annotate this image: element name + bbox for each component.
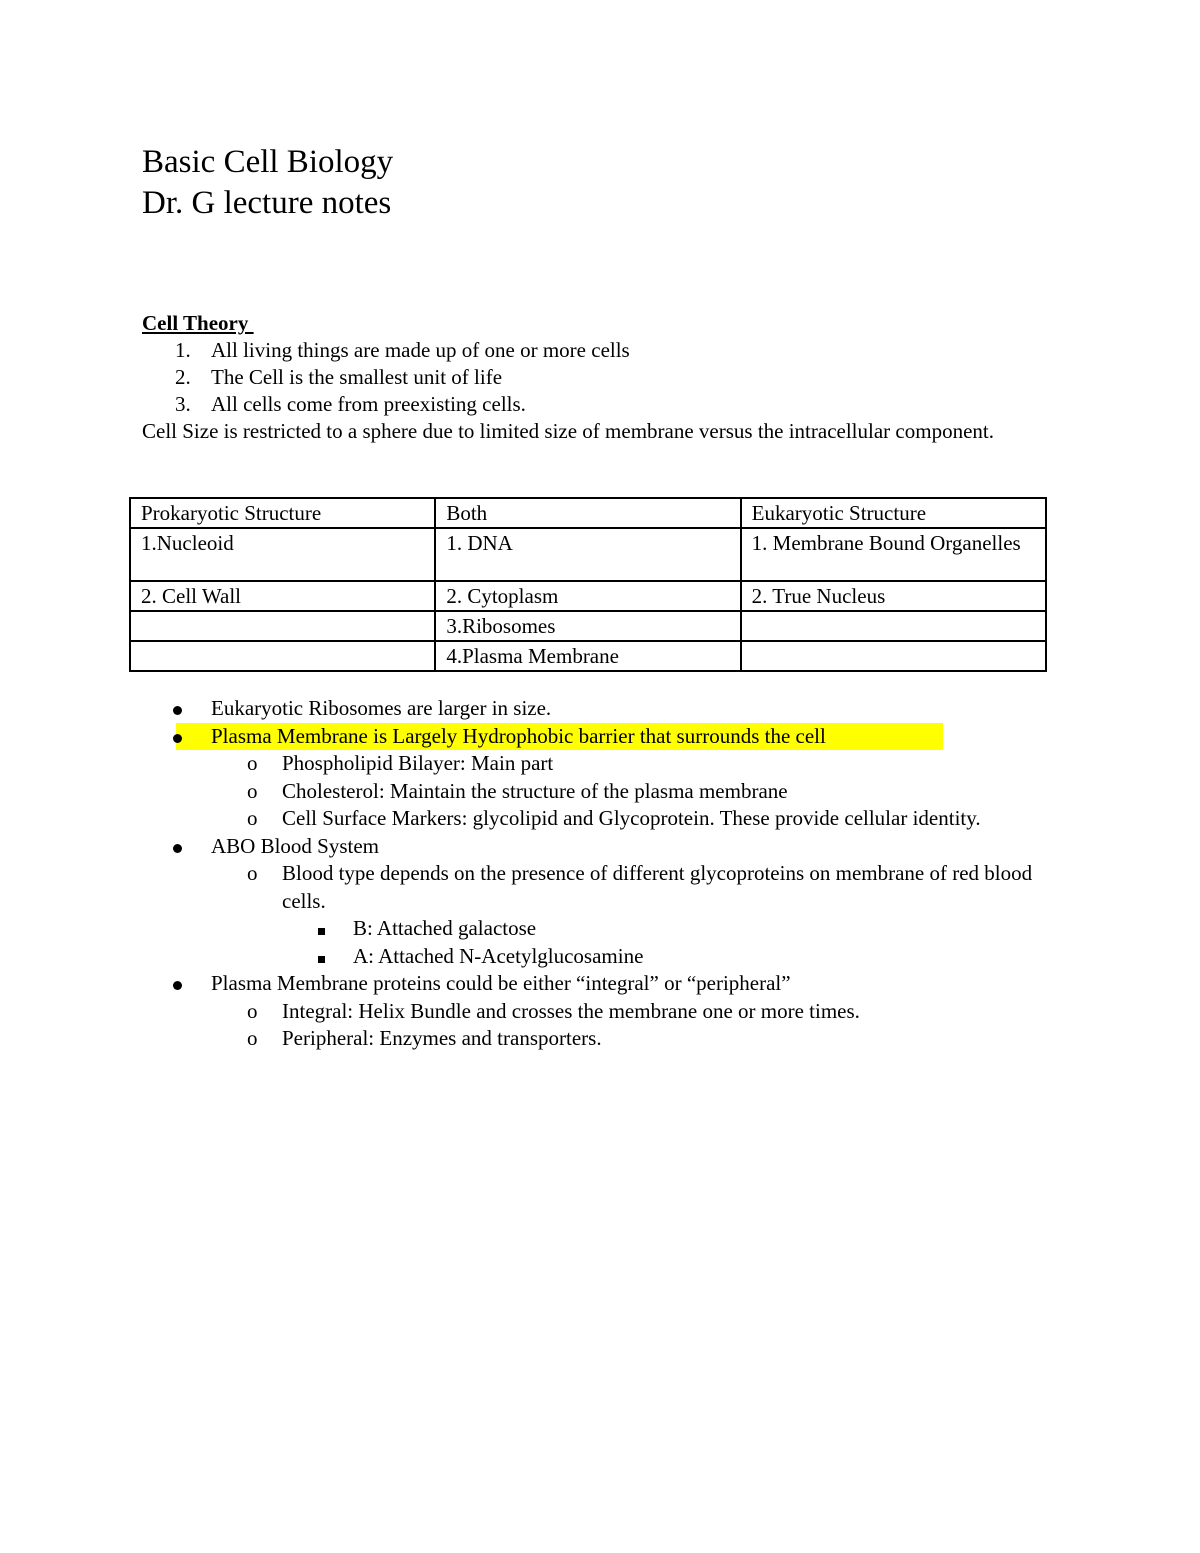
bullet-circle-icon: o [247,751,258,775]
bullet-text: Cholesterol: Maintain the structure of the plasma membrane [282,778,788,803]
table-cell [741,641,1046,671]
table-cell: 1. DNA [435,528,740,581]
bullet-text: ABO Blood System [211,833,380,858]
document-subtitle: Dr. G lecture notes [142,185,392,221]
list-item [142,778,1042,806]
bullet-square-icon [318,943,325,971]
table-row [130,611,1046,641]
list-text: All cells come from preexisting cells. [211,392,526,416]
list-text: The Cell is the smallest unit of life [211,365,503,389]
table-cell [130,641,435,671]
bullet-text: Phospholipid Bilayer: Main part [282,751,554,775]
table-header-cell: Both [435,498,740,528]
list-item [142,1025,1042,1053]
list-item [142,943,1042,971]
title-block [142,142,393,224]
cell-theory-heading: Cell Theory [142,311,254,335]
list-item [142,805,1042,833]
table-cell: 2. True Nucleus [741,581,1046,611]
bullet-circle-icon: o [247,998,258,1023]
bullet-dot-icon [173,723,182,751]
bullet-text: Cell Surface Markers: glycolipid and Glycoprotein. These provide cellular identity. [282,806,981,830]
bullet-circle-icon: o [247,778,258,803]
bullet-text: A: Attached N-Acetylglucosamine [353,943,644,968]
bullet-text: Plasma Membrane is Largely Hydrophobic barrier that surrounds the cell [211,723,826,748]
table-cell [130,611,435,641]
bullet-text: Eukaryotic Ribosomes are larger in size. [211,696,552,720]
bullet-text: Peripheral: Enzymes and transporters. [282,1026,602,1050]
bullet-text: Plasma Membrane proteins could be either “integral” or “peripheral” [211,971,791,995]
notes-bullet-list [142,695,1042,1053]
bullet-dot-icon [173,833,182,861]
list-item [142,695,1042,723]
list-item [142,998,1042,1026]
document-title: Basic Cell Biology [142,144,394,180]
list-number: 1. [175,338,191,362]
table-cell: 4.Plasma Membrane [435,641,740,671]
list-item [142,970,1042,998]
list-item [142,915,1042,943]
bullet-text: B: Attached galactose [353,916,537,940]
table-cell: 1. Membrane Bound Organelles [741,528,1046,581]
bullet-dot-icon [173,970,182,998]
bullet-circle-icon: o [247,861,258,885]
list-number: 2. [175,365,191,389]
table-row [130,581,1046,611]
table-cell: 1.Nucleoid [130,528,435,581]
list-number: 3. [175,392,191,416]
structure-comparison-table [129,497,1047,672]
list-item [142,833,1042,861]
bullet-circle-icon: o [247,806,258,830]
list-text: All living things are made up of one or more cells [211,338,630,362]
cell-theory-list [142,337,630,418]
table-cell: 2. Cytoplasm [435,581,740,611]
table-header-cell: Eukaryotic Structure [741,498,1046,528]
bullet-square-icon [318,915,325,943]
highlight-mark [176,723,943,751]
bullet-text: Integral: Helix Bundle and crosses the membrane one or more times. [282,998,860,1023]
table-header-cell: Prokaryotic Structure [130,498,435,528]
list-item [142,364,630,391]
bullet-circle-icon: o [247,1026,258,1050]
cell-size-note: Cell Size is restricted to a sphere due to limited size of membrane versus the intracellular component. [142,419,994,443]
table-cell: 2. Cell Wall [130,581,435,611]
table-cell: 3.Ribosomes [435,611,740,641]
list-item-highlighted [142,723,1042,751]
list-item [142,337,630,364]
list-item [142,750,1042,778]
table-header-row [130,498,1046,528]
table-cell [741,611,1046,641]
list-item [142,860,1042,915]
table-row [130,641,1046,671]
bullet-dot-icon [173,695,182,723]
list-item [142,391,630,418]
bullet-text: Blood type depends on the presence of different glycoproteins on membrane of red blood cells. [282,861,1033,913]
table-row [130,528,1046,581]
